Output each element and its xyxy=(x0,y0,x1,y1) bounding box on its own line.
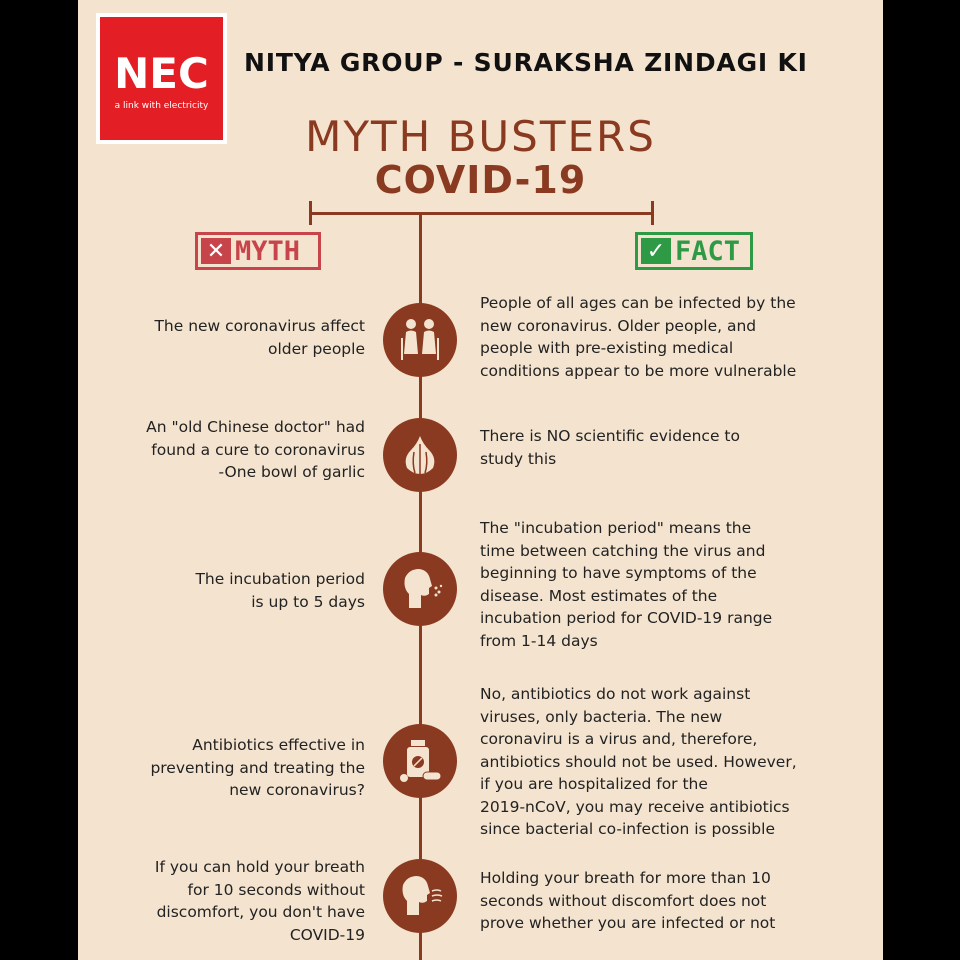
header-title: NITYA GROUP - SURAKSHA ZINDAGI KI xyxy=(244,48,808,77)
myth-text: Antibiotics effective in preventing and treating the new coronavirus? xyxy=(150,736,365,799)
poster-subtitle: COVID-19 xyxy=(374,158,587,202)
fact-text: The "incubation period" means the time between catching the virus and beginning to have symptoms of the disease. Most estimates of the incubation period for COVID-19 range from 1-14 days xyxy=(480,519,773,650)
logo-wordmark: NEC xyxy=(114,49,209,98)
garlic-icon xyxy=(383,418,457,492)
logo-tagline: a link with electricity xyxy=(114,101,209,111)
medicine-bottle-icon xyxy=(383,724,457,798)
elderly-couple-icon xyxy=(383,303,457,377)
x-icon: ✕ xyxy=(201,238,231,264)
myth-text: If you can hold your breath for 10 seconds without discomfort, you don't have COVID-19 xyxy=(154,858,365,944)
myth-text: The incubation period is up to 5 days xyxy=(195,570,365,611)
sneezing-person-icon xyxy=(383,552,457,626)
fact-label: FACT xyxy=(675,235,741,267)
branch-left-drop xyxy=(309,201,312,225)
check-icon: ✓ xyxy=(641,238,671,264)
fact-text: Holding your breath for more than 10 seconds without discomfort does not prove whether you are infected or not xyxy=(480,869,776,932)
breath-holding-person-icon xyxy=(383,859,457,933)
myth-text: The new coronavirus affect older people xyxy=(154,317,365,358)
branch-right-drop xyxy=(651,201,654,225)
poster xyxy=(78,0,883,960)
branch-horizontal-line xyxy=(309,212,654,215)
myth-label: MYTH xyxy=(235,235,301,267)
fact-stamp xyxy=(635,232,753,270)
fact-text: People of all ages can be infected by the new coronavirus. Older people, and people with pre-existing medical conditions appear to be more vulnerable xyxy=(480,294,797,380)
fact-text: No, antibiotics do not work against viruses, only bacteria. The new coronaviru is a virus and, therefore, antibiotics should not be used. However, if you are hospitalized for the 2019-nCoV, you may receive antibiotics since bacterial co-infection is possible xyxy=(480,685,797,838)
myth-stamp xyxy=(195,232,321,270)
fact-text: There is NO scientific evidence to study this xyxy=(480,427,740,468)
myth-text: An "old Chinese doctor" had found a cure to coronavirus -One bowl of garlic xyxy=(146,418,365,481)
poster-title: MYTH BUSTERS xyxy=(305,112,656,161)
